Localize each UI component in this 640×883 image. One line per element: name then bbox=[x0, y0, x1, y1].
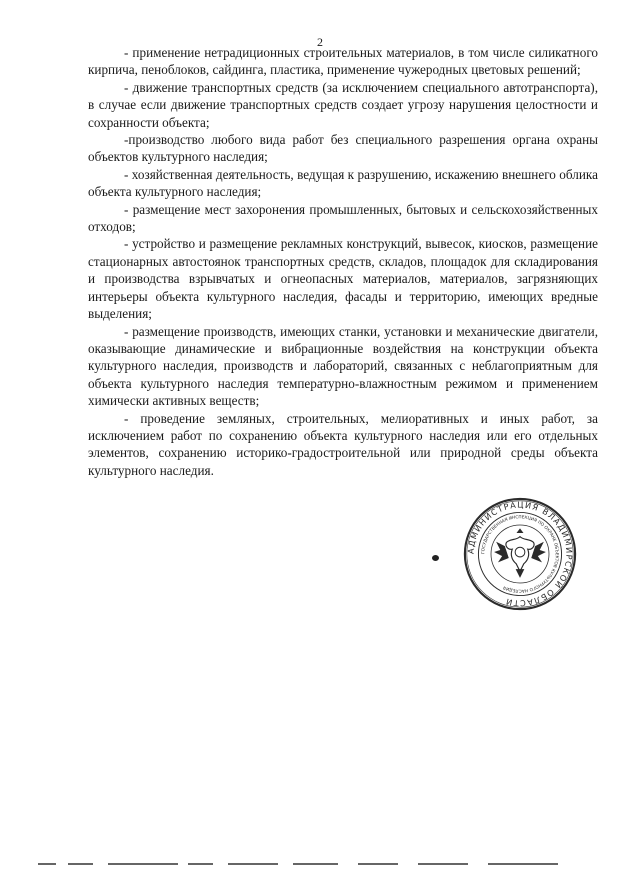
paragraph-industrial-facilities: - размещение производств, имеющих станки, установки и механические двигатели, оказывающие динамические и вибрационные воздействия на конструкции объекта культурного наследия, производств и лабораторий, связанных с неблагоприятным для объекта культурного наследия температурно-влажностным режимом и применением химически активных веществ; bbox=[88, 323, 598, 409]
paragraph-unauthorized-works: -производство любого вида работ без специального разрешения органа охраны объектов культурного наследия; bbox=[88, 132, 598, 165]
paragraph-waste-disposal: - размещение мест захоронения промышленных, бытовых и сельскохозяйственных отходов; bbox=[88, 201, 598, 235]
seal-inner-text: ГОСУДАРСТВЕННАЯ ИНСПЕКЦИЯ ПО ОХРАНЕ ОБЪЕКТОВ КУЛЬТУРНОГО НАСЛЕДИЯ bbox=[481, 515, 559, 593]
page-number: 2 bbox=[317, 35, 323, 49]
document-body bbox=[88, 44, 598, 479]
seal-outer-text: АДМИНИСТРАЦИЯ ВЛАДИМИРСКОЙ ОБЛАСТИ bbox=[465, 499, 575, 609]
official-seal bbox=[462, 496, 578, 612]
paragraph-economic-activity: - хозяйственная деятельность, ведущая к разрушению, искажению внешнего облика объекта культурного наследия; bbox=[88, 166, 598, 200]
ink-dot bbox=[432, 555, 439, 561]
paragraph-earthworks: - проведение земляных, строительных, мелиоративных и иных работ, за исключением работ по сохранению объекта культурного наследия или его отдельных элементов, сохранению историко-градостроительной или природной среды объекта культурного наследия. bbox=[88, 410, 598, 478]
footer-scan-line bbox=[38, 862, 598, 866]
paragraph-vehicle-traffic: - движение транспортных средств (за исключением специального автотранспорта), в случае если движение транспортных средств создает угрозу нарушения целостности и сохранности объекта; bbox=[88, 79, 598, 130]
paragraph-advertising-structures: - устройство и размещение рекламных конструкций, вывесок, киосков, размещение стационарных автостоянок транспортных средств, складов, площадок для складирования и производства взрывчатых и огнеопасных материалов, материалов, загрязняющих интерьеры объекта культурного наследия, фасады и территорию, имеющих вредные выделения; bbox=[88, 236, 598, 322]
double-headed-eagle-emblem bbox=[495, 529, 545, 577]
svg-text:ГОСУДАРСТВЕННАЯ ИНСПЕКЦИЯ ПО О bbox=[480, 514, 560, 594]
paragraph-nontraditional-materials: - применение нетрадиционных строительных материалов, в том числе силикатного кирпича, пеноблоков, сайдинга, пластика, применение чужеродных цветовых решений; bbox=[88, 45, 598, 78]
